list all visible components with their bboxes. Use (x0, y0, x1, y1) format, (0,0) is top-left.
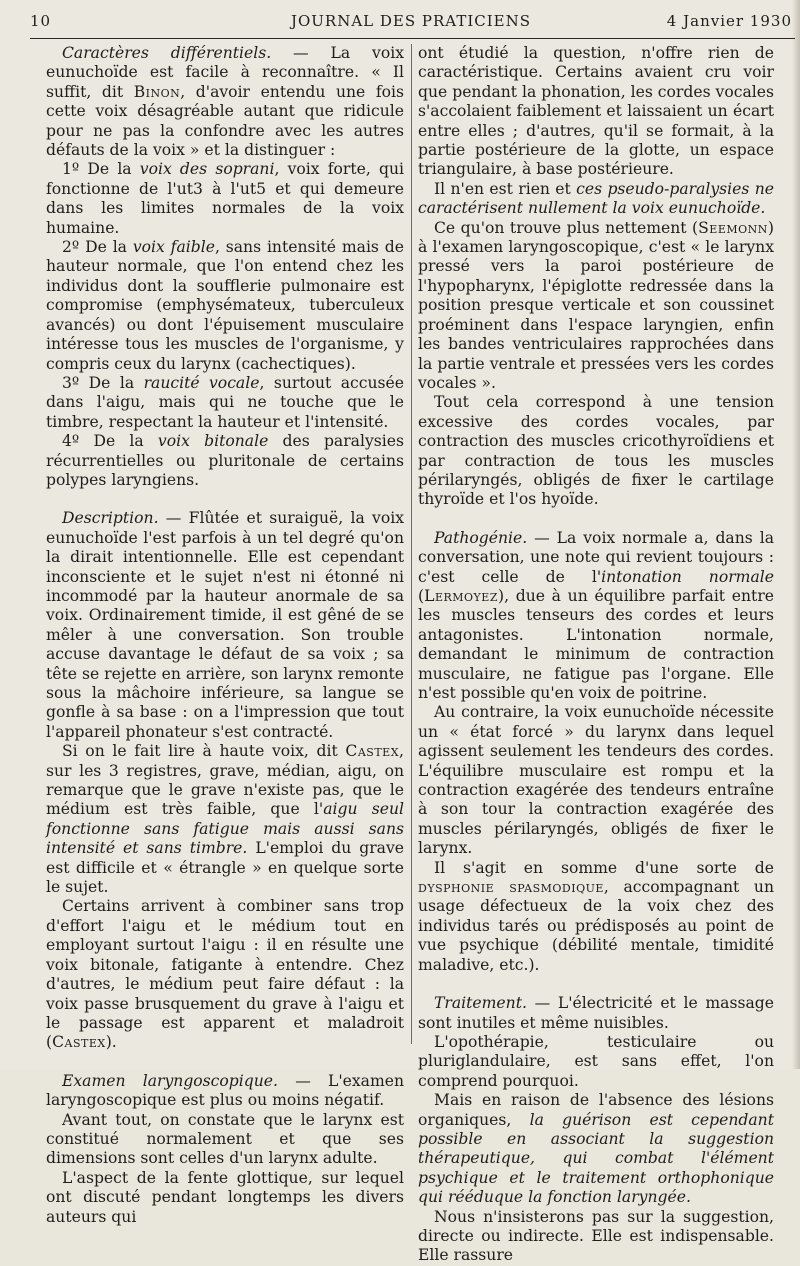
paragraph (418, 994, 774, 1033)
text-run: 1º De la (62, 160, 140, 179)
text-run: Nous n'insisterons pas sur la suggestion, directe ou indirecte. Elle est indispensable. Elle rassure (418, 1207, 774, 1265)
paragraph (46, 742, 404, 897)
text-run: — Flûtée et suraiguë, la voix eunuchoïde l'est parfois à un tel degré qu'on la dirait intentionnelle. Elle est cependant inconsciente et le sujet n'est ni étonné ni incommodé par la hauteur anormale de sa voix. Ordinairement timide, il est gêné de se mêler à une conversation. Son trouble accuse davantage le défaut de sa voix ; sa tête se rejette en arrière, son larynx remonte sous la mâchoire inférieure, sa langue se gonfle à sa base : on a l'impression que tout l'appareil phonateur s'est contracté. (46, 509, 404, 741)
text-run: , surtout accusée dans l'aigu, mais qui ne touche que le timbre, respectant la hauteur et l'intensité. (46, 373, 404, 431)
section-gap (418, 975, 774, 994)
paragraph (46, 160, 404, 238)
text-run: des paralysies récurrentielles ou pluritonale de certains polypes laryngiens. (46, 432, 404, 489)
text-run: — L'examen laryngoscopique est plus ou moins négatif. (46, 1071, 404, 1110)
italic-run: voix faible (132, 238, 215, 257)
section-gap (418, 510, 774, 529)
text-run: ont étudié la question, n'offre rien de caractéristique. Certains avaient cru voir que pendant la phonation, les cordes vocales s'accolaient faiblement et laissaient un écart entre elles ; d'autres, qu'il se formait, à la partie postérieure de la glotte, un espace triangulaire, à base postérieure. (418, 44, 774, 179)
text-run: Il s'agit en somme d'une sorte de (434, 858, 774, 877)
text-run: ). (105, 1033, 117, 1052)
paragraph (418, 219, 774, 394)
text-run: , voix forte, qui fonctionne de l'ut3 à l'ut5 et qui demeure dans les limites normales de la voix humaine. (46, 160, 404, 237)
italic-run: aigu seul fonctionne sans fatigue mais aussi sans intensité et sans timbre. (46, 800, 404, 858)
text-run: L'aspect de la fente glottique, sur lequel ont discuté pendant longtemps les divers auteurs qui (46, 1168, 404, 1226)
paragraph (46, 432, 404, 490)
text-run: ( (418, 586, 425, 605)
italic-run: Examen laryngoscopique. (62, 1071, 278, 1090)
paragraph (418, 393, 774, 509)
text-run: Si on le fait lire à haute voix, dit (62, 742, 346, 761)
paragraph (46, 897, 404, 1052)
column-divider (411, 44, 412, 1044)
text-run: 3º De la (62, 373, 144, 392)
smallcaps-run: dysphonie spasmodique (418, 878, 604, 897)
section-gap (46, 490, 404, 509)
paragraph (46, 1072, 404, 1111)
italic-run: Traitement. (434, 994, 527, 1013)
paragraph (418, 859, 774, 975)
paragraph (46, 238, 404, 374)
paragraph (46, 44, 404, 160)
text-run: L'opothérapie, testiculaire ou pluriglandulaire, est sans effet, l'on comprend pourquoi. (418, 1032, 774, 1090)
smallcaps-run: Seemonn (698, 218, 768, 237)
text-run: ), due à un équilibre parfait entre les muscles tenseurs des cordes et leurs antagonistes. L'intonation normale, demandant le minimum de contraction musculaire, ne fatigue pas l'organe. Elle n'est possible qu'en voix de poitrine. (418, 586, 774, 702)
journal-title: JOURNAL DES PRATICIENS (290, 12, 532, 30)
italic-run: Description. (62, 509, 159, 528)
page-number: 10 (30, 12, 52, 30)
text-run: , d'avoir entendu une fois cette voix désagréable autant que ridicule pour ne pas la confondre avec les autres défauts de la voix » et la distinguer : (46, 82, 404, 160)
text-run: Tout cela correspond à une tension excessive des cordes vocales, par contraction des muscles cricothyroïdiens et par contraction de tous les muscles périlaryngés, obligés de fixer le cartilage thyroïde et l'os hyoïde. (418, 393, 774, 509)
paragraph (46, 509, 404, 742)
text-run: 2º De la (62, 238, 133, 257)
paragraph (418, 1091, 774, 1207)
paragraph (418, 1208, 774, 1266)
header-rule (30, 38, 795, 39)
text-run: — La voix normale a, dans la conversation, une note qui revient toujours : c'est celle de l' (418, 528, 774, 586)
text-run: Au contraire, la voix eunuchoïde nécessite un « état forcé » du larynx dans lequel agissent seulement les tendeurs des cordes. L'équilibre musculaire est rompu et la contraction exagérée des tendeurs entraîne à son tour la contraction exagérée des muscles périlaryngés, obligés de fixer le larynx. (418, 703, 774, 858)
italic-run: ces pseudo-paralysies ne caractérisent nullement la voix eunuchoïde. (418, 179, 774, 218)
text-run: , accompagnant un usage défectueux de la voix chez des individus tarés ou prédisposés au point de vue psychique (débilité mentale, timidité maladive, etc.). (418, 878, 774, 974)
right-column (418, 44, 774, 1266)
paragraph (418, 1033, 774, 1091)
paragraph (46, 374, 404, 432)
paragraph (418, 44, 774, 180)
smallcaps-run: Castex (52, 1033, 106, 1052)
text-run: ) à l'examen laryngoscopique, c'est « le larynx pressé vers la paroi postérieure de l'hypopharynx, l'épiglotte redressée dans la position presque verticale et son coussinet proéminent dans l'espace laryngien, enfin les bandes ventriculaires rapprochées dans la partie ventrale et pressées vers les cordes vocales ». (418, 218, 774, 392)
text-run: 4º De la (62, 432, 158, 451)
text-run: — L'électricité et le massage sont inutiles et même nuisibles. (418, 994, 774, 1032)
text-run: Ce qu'on trouve plus nettement ( (434, 218, 699, 237)
text-run: — La voix eunuchoïde est facile à reconnaître. « Il suffit, dit (46, 44, 404, 101)
left-column (46, 44, 404, 1227)
text-run: Avant tout, on constate que le larynx est constitué normalement et que ses dimensions sont celles d'un larynx adulte. (46, 1110, 404, 1168)
smallcaps-run: Lermoyez (424, 586, 498, 605)
italic-run: voix bitonale (157, 432, 269, 451)
issue-date: 4 Janvier 1930 (666, 12, 792, 30)
text-run: Certains arrivent à combiner sans trop d'effort l'aigu et le médium tout en employant surtout l'aigu : il en résulte une voix bitonale, fatigante à entendre. Chez d'autres, le médium peut faire défaut : la voix passe brusquement du grave à l'aigu et le passage est apparent et maladroit ( (46, 897, 404, 1052)
text-run: Mais en raison de l'absence des lésions organiques, (418, 1091, 774, 1129)
text-run: L'emploi du grave est difficile et « étrangle » en quelque sorte le sujet. (46, 839, 404, 897)
italic-run: la guérison est cependant possible en associant la suggestion thérapeutique, qui combat l'élément psychique et le traitement orthophonique qui rééduque la fonction laryngée. (418, 1110, 774, 1207)
text-run: , sur les 3 registres, grave, médian, aigu, on remarque que le grave n'existe pas, que le médium est très faible, que l' (46, 742, 404, 819)
paragraph (46, 1111, 404, 1169)
smallcaps-run: Castex (345, 742, 400, 761)
italic-run: raucité vocale (143, 373, 260, 392)
italic-run: intonation normale (601, 567, 774, 586)
paragraph (418, 529, 774, 704)
italic-run: Caractères différentiels. (62, 44, 272, 62)
paragraph (418, 180, 774, 219)
italic-run: voix des soprani (139, 160, 275, 179)
paragraph (418, 703, 774, 858)
smallcaps-run: Binon (133, 82, 181, 101)
page-edge-shadow (792, 0, 800, 1069)
running-header (30, 8, 792, 34)
text-run: , sans intensité mais de hauteur normale, que l'on entend chez les individus dont la soufflerie pulmonaire est compromise (emphysémateux, tuberculeux avancés) ou dont l'épuisement musculaire intéresse tous les muscles de l'organisme, y compris ceux du larynx (cachectiques). (46, 238, 404, 373)
paragraph (46, 1169, 404, 1227)
italic-run: Pathogénie. (434, 528, 528, 547)
text-run: Il n'en est rien et (434, 179, 577, 198)
